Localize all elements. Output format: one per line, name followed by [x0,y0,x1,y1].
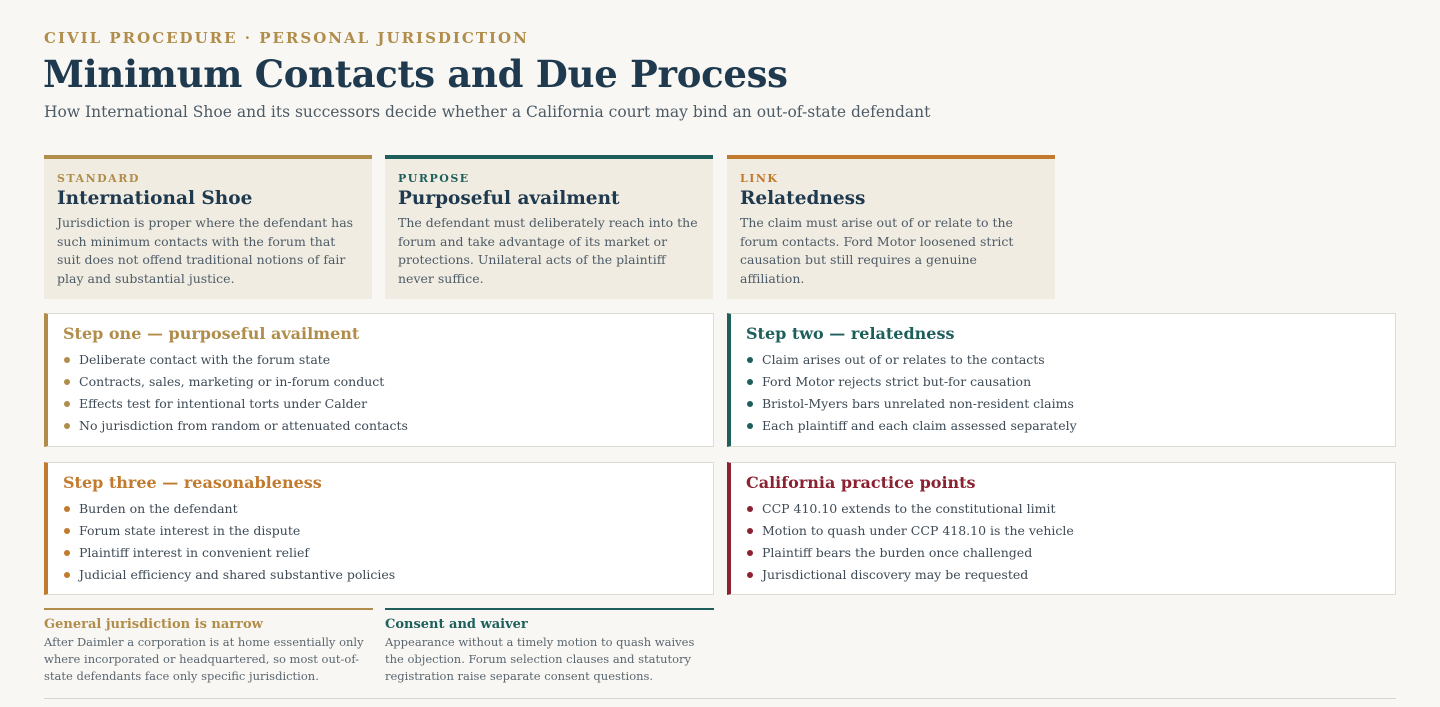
step-heading: Step two — relatedness [746,324,955,343]
list-item-text: Each plaintiff and each claim assessed separately [762,418,1077,433]
list-item-text: CCP 410.10 extends to the constitutional limit [762,501,1056,516]
list-item [63,542,713,564]
list-item [746,498,1395,520]
list-item-text: Burden on the defendant [79,501,238,516]
list-item [746,371,1395,393]
step-heading: California practice points [746,473,976,492]
bullet-icon [747,379,753,385]
list-item-text: Plaintiff bears the burden once challenged [762,545,1033,560]
bullet-icon [747,572,753,578]
card-body: The defendant must deliberately reach into the forum and take advantage of its market or protections. Unilateral acts of the plaintiff never suffice. [398,215,698,286]
california-practice-panel [727,462,1396,595]
note-body: Appearance without a timely motion to quash waives the objection. Forum selection clauses and statutory registration raise separate consent questions. [385,635,695,683]
bullet-icon [747,401,753,407]
list-item-text: Deliberate contact with the forum state [79,352,331,367]
list-item-text: Ford Motor rejects strict but-for causation [762,374,1032,389]
bullet-icon [747,357,753,363]
list-item [746,542,1395,564]
list-item [63,349,713,371]
card-body: The claim must arise out of or relate to the forum contacts. Ford Motor loosened strict causation but still requires a genuine affiliation. [740,215,1014,286]
list-item [63,415,713,437]
list-item-text: Contracts, sales, marketing or in-forum conduct [79,374,385,389]
step-list [63,349,713,437]
step-heading: Step one — purposeful availment [63,324,360,343]
bullet-icon [64,506,70,512]
list-item-text: Bristol-Myers bars unrelated non-resident claims [762,396,1074,411]
page-title: Minimum Contacts and Due Process [43,52,788,96]
list-item-text: Claim arises out of or relates to the contacts [762,352,1045,367]
bullet-icon [747,550,753,556]
step-one-panel [44,313,714,447]
card-standard [44,155,372,299]
note-general-jurisdiction [44,608,373,685]
list-item [63,520,713,542]
note-heading: Consent and waiver [385,617,528,632]
note-consent-waiver [385,608,714,685]
bottom-divider [44,698,1396,699]
card-heading: Relatedness [740,188,866,209]
bullet-icon [64,550,70,556]
bullet-icon [64,401,70,407]
list-item [746,520,1395,542]
list-item [63,498,713,520]
step-three-panel [44,462,714,595]
note-body: After Daimler a corporation is at home essentially only where incorporated or headquartered, so most out-of-state defendants face only specific jurisdiction. [44,635,364,683]
list-item-text: Motion to quash under CCP 418.10 is the vehicle [762,523,1074,538]
card-purpose [385,155,713,299]
card-label: PURPOSE [398,172,470,185]
list-item-text: Judicial efficiency and shared substantive policies [79,567,396,582]
step-list [746,349,1395,437]
note-heading: General jurisdiction is narrow [44,617,263,632]
bullet-icon [64,357,70,363]
section-kicker: CIVIL PROCEDURE · PERSONAL JURISDICTION [44,29,529,47]
list-item-text: No jurisdiction from random or attenuated contacts [79,418,408,433]
list-item [746,349,1395,371]
list-item [746,564,1395,586]
bullet-icon [747,528,753,534]
list-item-text: Jurisdictional discovery may be requested [762,567,1029,582]
list-item [746,393,1395,415]
card-heading: International Shoe [57,188,253,209]
list-item-text: Plaintiff interest in convenient relief [79,545,309,560]
bullet-icon [64,572,70,578]
step-list [63,498,713,586]
card-body: Jurisdiction is proper where the defendant has such minimum contacts with the forum that suit does not offend traditional notions of fair play and substantial justice. [57,215,354,286]
step-two-panel [727,313,1396,447]
list-item [63,564,713,586]
list-item [63,371,713,393]
step-heading: Step three — reasonableness [63,473,322,492]
card-label: LINK [740,172,779,185]
card-heading: Purposeful availment [398,188,620,209]
bullet-icon [64,528,70,534]
list-item-text: Forum state interest in the dispute [79,523,301,538]
bullet-icon [747,506,753,512]
bullet-icon [64,423,70,429]
card-link [727,155,1055,299]
list-item [63,393,713,415]
card-label: STANDARD [57,172,140,185]
list-item-text: Effects test for intentional torts under Calder [79,396,368,411]
bullet-icon [64,379,70,385]
page-subtitle: How International Shoe and its successors decide whether a California court may bind an out-of-state defendant [44,103,931,121]
step-list [746,498,1395,586]
list-item [746,415,1395,437]
bullet-icon [747,423,753,429]
